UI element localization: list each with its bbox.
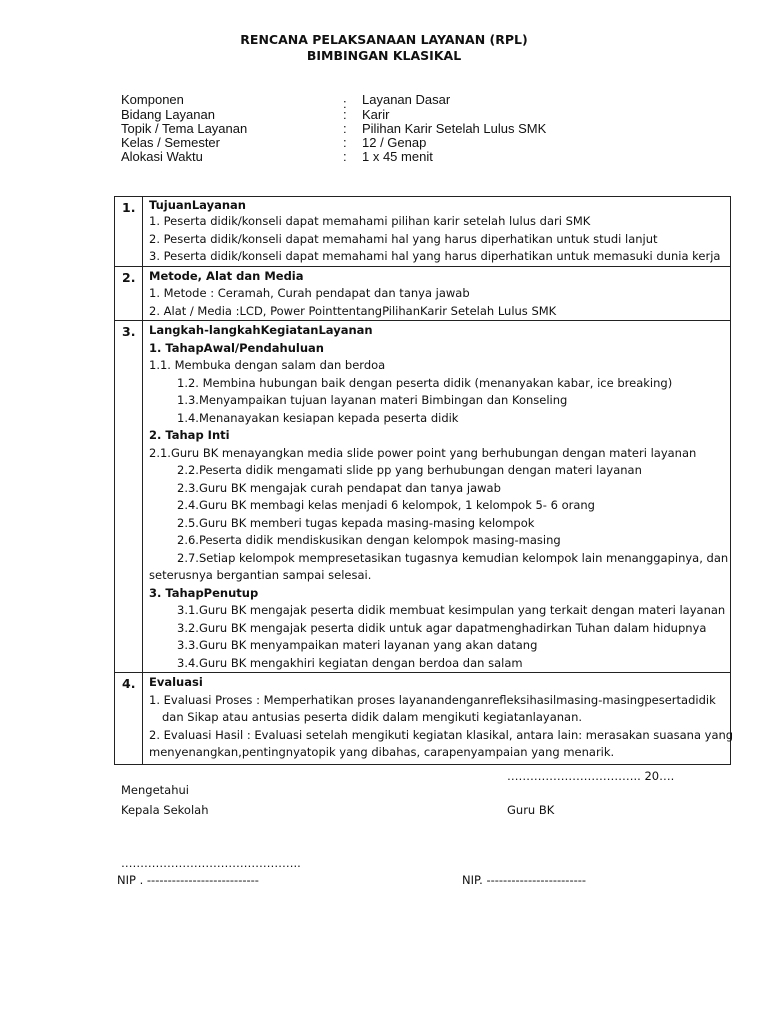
signature-line: ……………………………………….. bbox=[121, 856, 301, 870]
section-metode bbox=[115, 266, 730, 321]
info-value: 12 / Genap bbox=[362, 135, 427, 150]
stage-heading-penutup: 3. TahapPenutup bbox=[149, 585, 259, 600]
step-line: 2.2.Peserta didik mengamati slide pp yang berhubungan dengan materi layanan bbox=[177, 463, 642, 477]
stage-heading-inti: 2. Tahap Inti bbox=[149, 428, 230, 442]
section-line: 2. Evaluasi Hasil : Evaluasi setelah mengikuti kegiatan klasikal, antara lain: merasakan suasana yang bbox=[149, 727, 734, 742]
document-subtitle: BIMBINGAN KLASIKAL bbox=[306, 48, 462, 63]
step-line: seterusnya bergantian sampai selesai. bbox=[149, 568, 372, 582]
section-number: 2. bbox=[122, 269, 136, 285]
info-value: Karir bbox=[362, 107, 390, 122]
step-line: 1.3.Menyampaikan tujuan layanan materi Bimbingan dan Konseling bbox=[177, 393, 568, 407]
info-separator: : bbox=[343, 96, 347, 111]
info-label: Bidang Layanan bbox=[121, 107, 215, 122]
guru-bk-label: Guru BK bbox=[507, 803, 555, 817]
section-heading: TujuanLayanan bbox=[149, 198, 246, 212]
section-number: 1. bbox=[122, 200, 136, 215]
plan-table bbox=[114, 196, 734, 765]
step-line: 1.2. Membina hubungan baik dengan peserta didik (menanyakan kabar, ice breaking) bbox=[177, 375, 673, 390]
section-number: 3. bbox=[122, 324, 136, 339]
nip-right: NIP. ------------------------ bbox=[462, 873, 587, 887]
step-line: 1.4.Menanayakan kesiapan kepada peserta didik bbox=[177, 410, 459, 425]
info-label: Kelas / Semester bbox=[121, 135, 220, 150]
step-line: 2.6.Peserta didik mendiskusikan dengan kelompok masing-masing bbox=[177, 533, 561, 547]
info-separator: : bbox=[343, 121, 347, 136]
step-line: 2.7.Setiap kelompok mempresetasikan tugasnya kemudian kelompok lain menanggapinya, dan bbox=[177, 550, 729, 565]
step-line: 2.1.Guru BK menayangkan media slide power point yang berhubungan dengan materi layanan bbox=[149, 445, 697, 460]
kepala-sekolah-label: Kepala Sekolah bbox=[121, 803, 209, 817]
step-line: 2.4.Guru BK membagi kelas menjadi 6 kelompok, 1 kelompok 5- 6 orang bbox=[177, 498, 595, 512]
step-line: 2.5.Guru BK memberi tugas kepada masing-masing kelompok bbox=[177, 515, 535, 530]
step-line: 3.4.Guru BK mengakhiri kegiatan dengan berdoa dan salam bbox=[177, 655, 523, 670]
section-line: menyenangkan,pentingnyatopik yang dibahas, carapenyampaian yang menarik. bbox=[149, 745, 615, 759]
info-value: Pilihan Karir Setelah Lulus SMK bbox=[362, 121, 547, 136]
section-line: dan Sikap atau antusias peserta didik dalam mengikuti kegiatanlayanan. bbox=[162, 710, 583, 724]
section-line: 1. Evaluasi Proses : Memperhatikan proses layanandenganrefleksihasilmasing-masingpesertadidik bbox=[149, 692, 716, 707]
info-separator: : bbox=[343, 135, 347, 150]
info-separator: : bbox=[343, 107, 347, 122]
section-line: 2. Peserta didik/konseli dapat memahami hal yang harus diperhatikan untuk studi lanjut bbox=[149, 231, 658, 246]
stage-heading-awal: 1. TahapAwal/Pendahuluan bbox=[149, 340, 324, 355]
mengetahui-label: Mengetahui bbox=[121, 783, 189, 797]
section-langkah bbox=[115, 320, 730, 672]
step-line: 1.1. Membuka dengan salam dan berdoa bbox=[149, 358, 386, 372]
document-title: RENCANA PELAKSANAAN LAYANAN (RPL) bbox=[240, 32, 528, 47]
step-line: 2.3.Guru BK mengajak curah pendapat dan tanya jawab bbox=[177, 480, 501, 495]
info-label: Komponen bbox=[121, 92, 184, 107]
section-number: 4. bbox=[122, 676, 136, 691]
section-heading: Evaluasi bbox=[149, 675, 203, 689]
info-label: Alokasi Waktu bbox=[121, 149, 203, 164]
section-line: 1. Peserta didik/konseli dapat memahami pilihan karir setelah lulus dari SMK bbox=[149, 214, 591, 228]
section-line: 1. Metode : Ceramah, Curah pendapat dan tanya jawab bbox=[149, 286, 470, 300]
info-value: 1 x 45 menit bbox=[362, 149, 433, 164]
step-line: 3.3.Guru BK menyampaikan materi layanan yang akan datang bbox=[177, 638, 538, 652]
step-line: 3.1.Guru BK mengajak peserta didik membuat kesimpulan yang terkait dengan materi layanan bbox=[177, 603, 726, 617]
info-value: Layanan Dasar bbox=[362, 92, 451, 107]
section-tujuan bbox=[115, 197, 730, 266]
section-evaluasi bbox=[115, 672, 734, 764]
nip-left: NIP . --------------------------- bbox=[117, 873, 259, 887]
section-heading: Langkah-langkahKegiatanLayanan bbox=[149, 323, 373, 337]
info-separator: : bbox=[343, 149, 347, 164]
section-heading: Metode, Alat dan Media bbox=[149, 268, 304, 283]
section-line: 3. Peserta didik/konseli dapat memahami hal yang harus diperhatikan untuk memasuki dunia kerja bbox=[149, 249, 721, 263]
step-line: 3.2.Guru BK mengajak peserta didik untuk agar dapatmenghadirkan Tuhan dalam hidupnya bbox=[177, 620, 707, 635]
date-line: …………………………….. 20…. bbox=[507, 769, 675, 783]
section-line: 2. Alat / Media :LCD, Power PointtentangPilihanKarir Setelah Lulus SMK bbox=[149, 303, 557, 318]
info-label: Topik / Tema Layanan bbox=[121, 121, 248, 136]
